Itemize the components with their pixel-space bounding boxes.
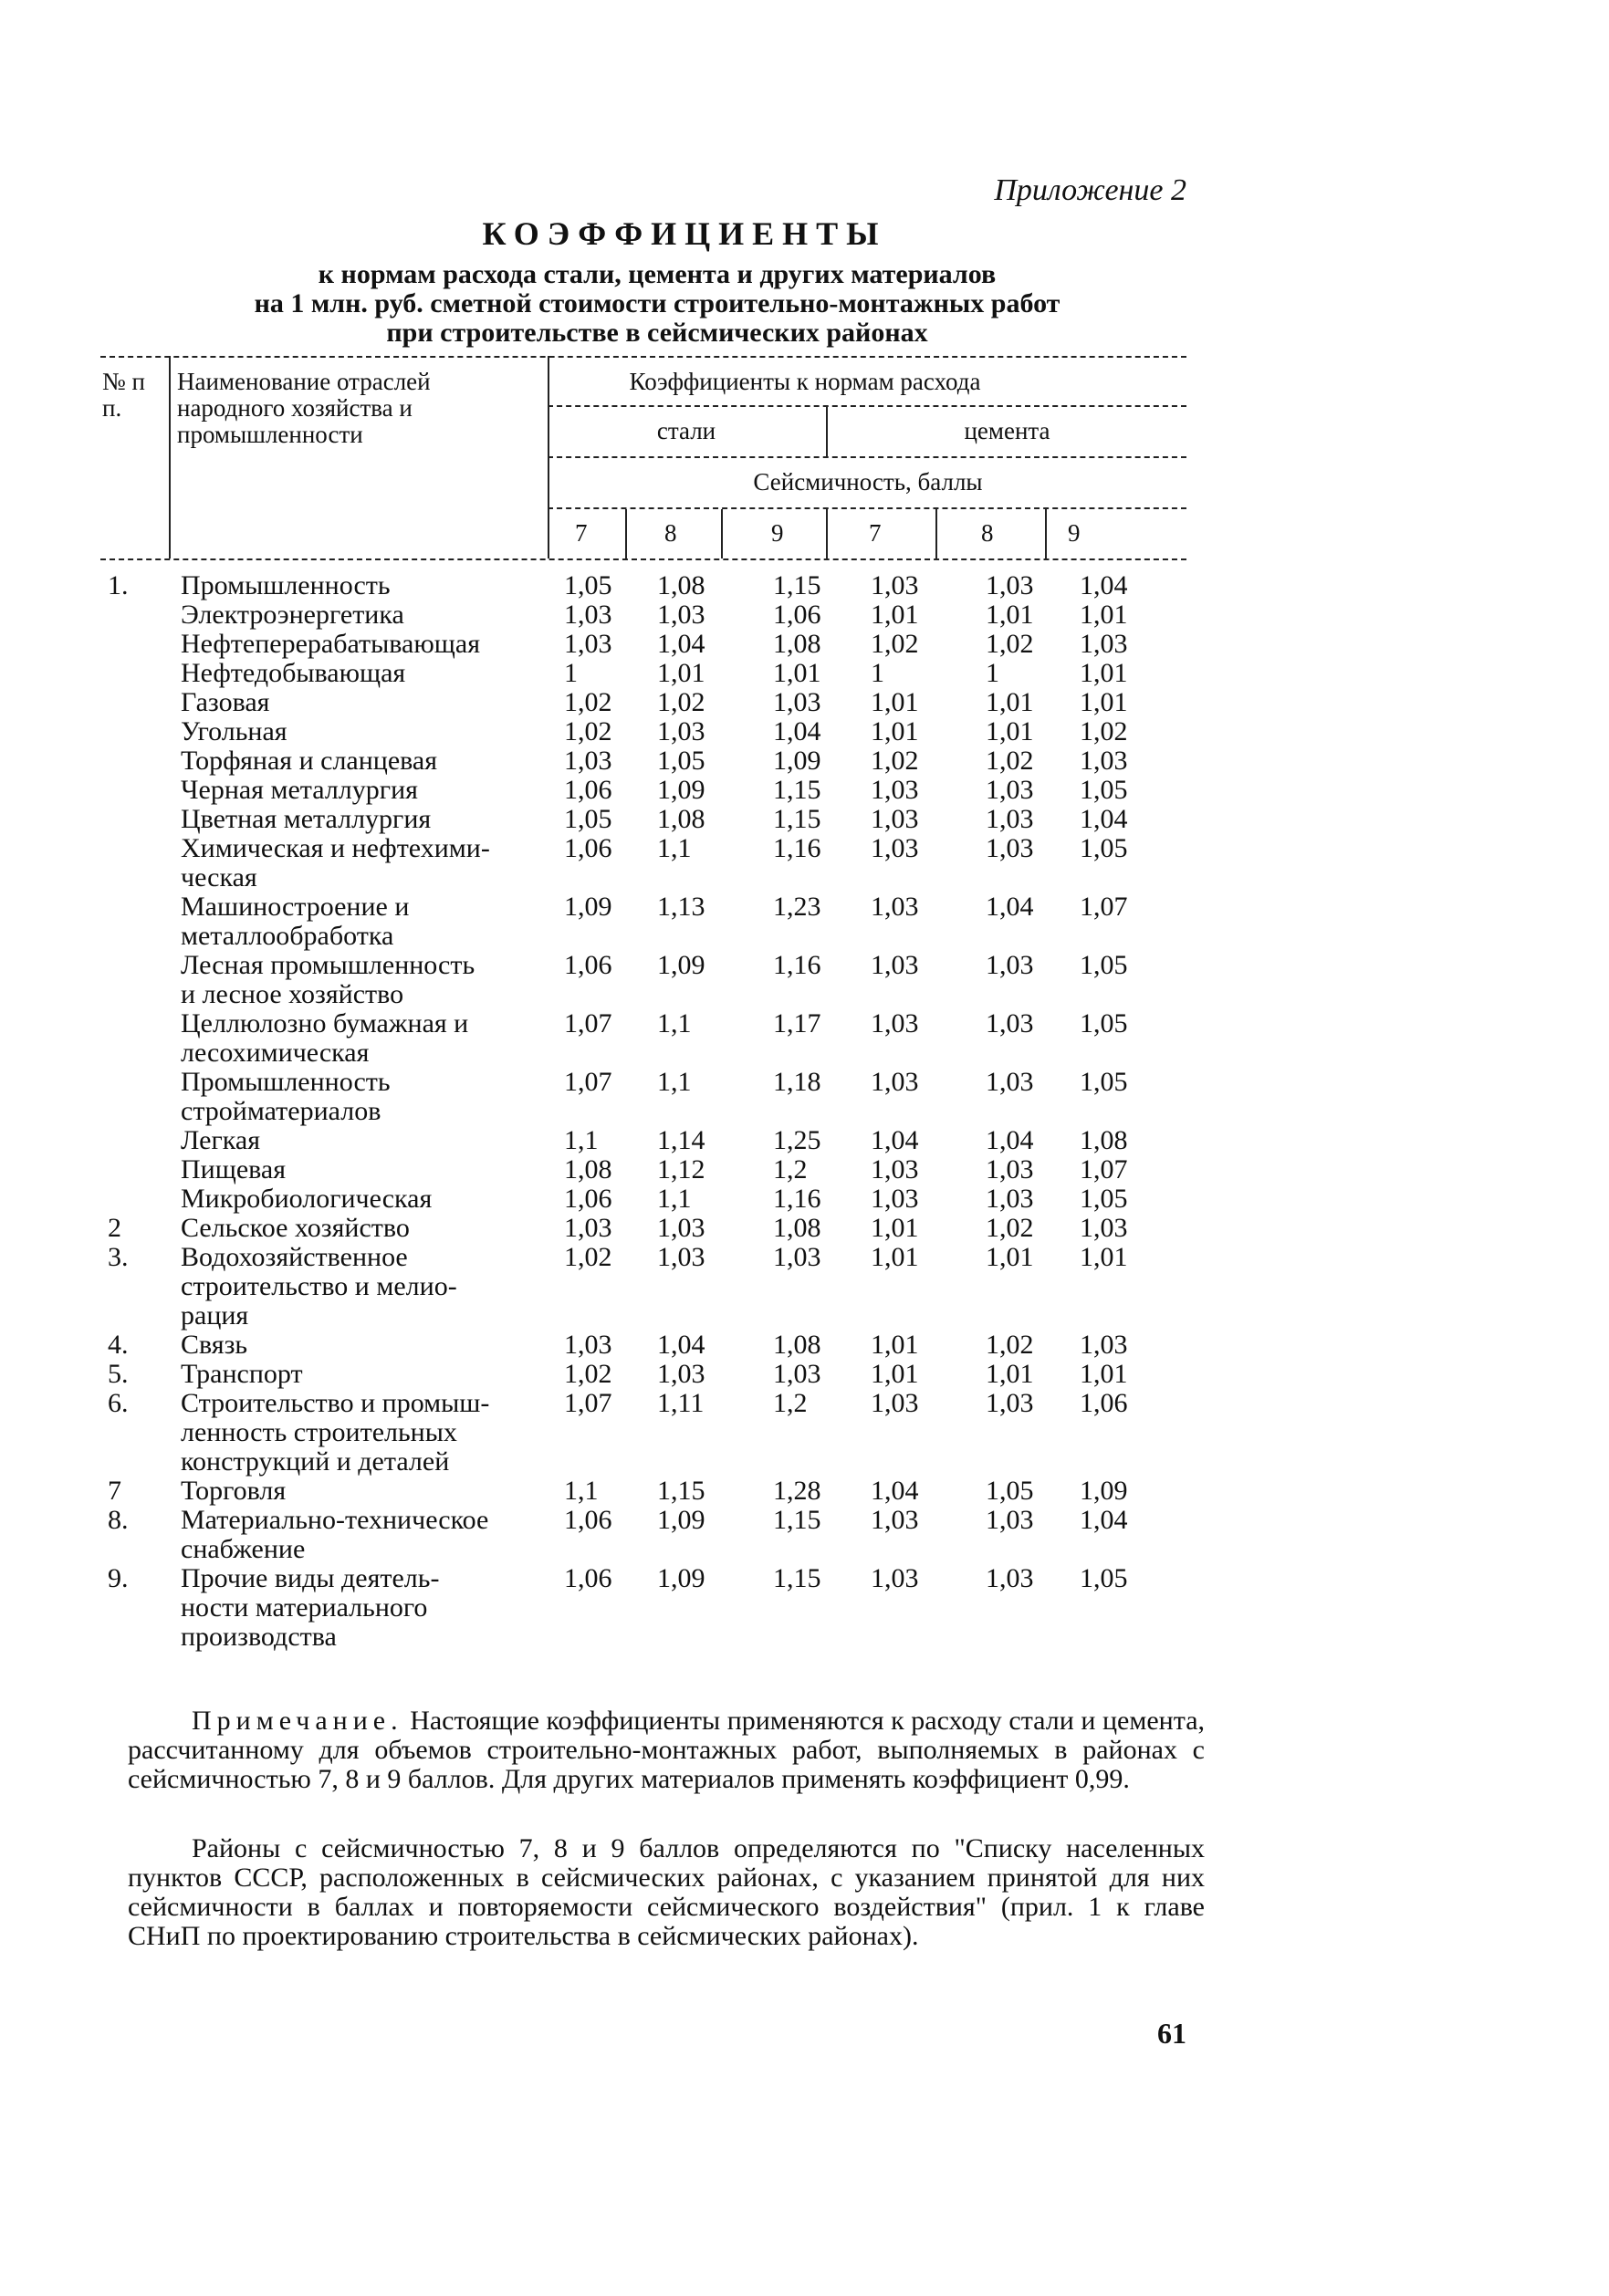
header-rule-1 (548, 405, 1186, 407)
cell-steel-9: 1,16 (773, 1184, 821, 1214)
cell-steel-9: 1,08 (773, 1213, 821, 1243)
note-paragraph-2: Районы с сейсмичностью 7, 8 и 9 баллов определяются по "Списку населенных пунктов СССР, расположенных в сейсмических районах, с указанием принятой для них сейсмичности в баллах и повторяемости сейсмического воздействия" (прил. 1 к главе СНиП по проектированию строительства в сейсмических районах). (128, 1833, 1205, 1951)
cell-cement-8: 1,04 (986, 892, 1034, 922)
cell-cement-7: 1,03 (871, 1067, 919, 1097)
cell-cement-8: 1,03 (986, 1184, 1034, 1214)
cell-steel-9: 1,15 (773, 804, 821, 834)
row-num: 1. (108, 570, 129, 600)
cell-cement-7: 1,01 (871, 687, 919, 717)
cell-cement-9: 1,05 (1080, 1008, 1128, 1038)
cell-cement-9: 1,01 (1080, 687, 1128, 717)
row-name: Сельское хозяйство (181, 1213, 410, 1243)
cell-steel-9: 1,2 (773, 1154, 808, 1185)
cell-steel-7: 1,06 (564, 1505, 612, 1535)
cell-cement-9: 1,04 (1080, 1505, 1128, 1535)
cell-steel-7: 1,02 (564, 716, 612, 746)
cell-steel-7: 1,06 (564, 1563, 612, 1593)
cell-cement-7: 1,03 (871, 833, 919, 863)
cell-cement-9: 1,03 (1080, 1213, 1128, 1243)
cell-cement-8: 1,02 (986, 629, 1034, 659)
cell-cement-7: 1,03 (871, 1388, 919, 1418)
row-name: Промышленность (181, 570, 391, 600)
subtitle (146, 260, 1168, 348)
cell-steel-9: 1,03 (773, 1359, 821, 1389)
cell-cement-8: 1,05 (986, 1476, 1034, 1506)
cell-steel-7: 1,1 (564, 1125, 599, 1155)
cell-cement-8: 1,03 (986, 804, 1034, 834)
cell-cement-7: 1,01 (871, 1213, 919, 1243)
grade-divider-1 (625, 509, 627, 558)
cell-steel-8: 1,09 (657, 1505, 705, 1535)
cell-steel-7: 1,05 (564, 804, 612, 834)
row-name: Нефтедобывающая (181, 658, 406, 688)
cell-steel-8: 1,03 (657, 1359, 705, 1389)
cell-steel-8: 1,01 (657, 658, 705, 688)
cell-cement-7: 1,02 (871, 629, 919, 659)
cell-steel-8: 1,05 (657, 746, 705, 776)
cell-cement-8: 1,03 (986, 833, 1034, 863)
row-num: 4. (108, 1330, 129, 1360)
cell-steel-7: 1 (564, 658, 578, 688)
cell-cement-9: 1,05 (1080, 950, 1128, 980)
cell-steel-9: 1,04 (773, 716, 821, 746)
row-name: Связь (181, 1330, 248, 1360)
cell-steel-7: 1,02 (564, 1359, 612, 1389)
row-name: Строительство и промыш- ленность строительных конструкций и деталей (181, 1388, 490, 1477)
subtitle-line-1: к нормам расхода стали, цемента и других материалов (318, 259, 997, 289)
grade-divider-4 (935, 509, 937, 558)
cell-cement-8: 1,01 (986, 600, 1034, 630)
cell-steel-7: 1,07 (564, 1067, 612, 1097)
cell-steel-8: 1,04 (657, 629, 705, 659)
row-name: Нефтеперерабатывающая (181, 629, 480, 659)
cell-cement-7: 1,01 (871, 716, 919, 746)
cell-cement-7: 1,04 (871, 1476, 919, 1506)
cell-cement-7: 1,03 (871, 1563, 919, 1593)
cell-cement-7: 1 (871, 658, 884, 688)
cell-steel-7: 1,1 (564, 1476, 599, 1506)
cell-steel-7: 1,08 (564, 1154, 612, 1185)
note-paragraph-1 (128, 1706, 1205, 1794)
row-name: Водохозяйственное строительство и мелио- рация (181, 1242, 457, 1331)
cell-cement-9: 1,05 (1080, 1184, 1128, 1214)
cell-cement-9: 1,08 (1080, 1125, 1128, 1155)
row-name: Транспорт (181, 1359, 303, 1389)
cell-cement-8: 1,03 (986, 950, 1034, 980)
cell-steel-9: 1,15 (773, 775, 821, 805)
row-name: Газовая (181, 687, 270, 717)
cell-steel-9: 1,08 (773, 629, 821, 659)
cell-cement-8: 1,03 (986, 1067, 1034, 1097)
row-name: Угольная (181, 716, 287, 746)
cell-steel-9: 1,18 (773, 1067, 821, 1097)
cell-steel-8: 1,09 (657, 1563, 705, 1593)
cell-steel-7: 1,02 (564, 1242, 612, 1272)
cell-cement-9: 1,05 (1080, 833, 1128, 863)
cell-steel-9: 1,06 (773, 600, 821, 630)
cell-cement-8: 1,03 (986, 1008, 1034, 1038)
cell-steel-9: 1,15 (773, 1505, 821, 1535)
cell-cement-8: 1,03 (986, 1563, 1034, 1593)
cell-cement-7: 1,03 (871, 1008, 919, 1038)
row-name: Машиностроение и металлообработка (181, 892, 410, 951)
cell-steel-9: 1,17 (773, 1008, 821, 1038)
grade-cement-9: 9 (1068, 519, 1081, 547)
cell-cement-7: 1,03 (871, 570, 919, 600)
cell-cement-8: 1,01 (986, 687, 1034, 717)
col-header-name: Наименование отраслей народного хозяйства и промышленности (177, 368, 431, 448)
row-name: Торговля (181, 1476, 287, 1506)
row-name: Материально-техническое снабжение (181, 1505, 489, 1564)
cell-steel-7: 1,03 (564, 629, 612, 659)
grade-cement-8: 8 (981, 519, 994, 547)
subtitle-line-2: на 1 млн. руб. сметной стоимости строительно-монтажных работ (254, 288, 1060, 318)
cell-steel-8: 1,12 (657, 1154, 705, 1185)
cell-cement-8: 1,03 (986, 1154, 1034, 1185)
header-rule-3 (548, 507, 1186, 509)
cell-cement-9: 1,03 (1080, 629, 1128, 659)
grade-steel-8: 8 (664, 519, 677, 547)
row-name: Целлюлозно бумажная и лесохимическая (181, 1008, 469, 1068)
cell-cement-7: 1,03 (871, 892, 919, 922)
header-bottom-rule (100, 558, 1186, 560)
cell-steel-8: 1,1 (657, 1008, 692, 1038)
cell-cement-8: 1,03 (986, 570, 1034, 600)
grade-steel-7: 7 (575, 519, 588, 547)
grade-divider-3 (826, 509, 828, 558)
cell-steel-8: 1,09 (657, 950, 705, 980)
cell-cement-9: 1,05 (1080, 775, 1128, 805)
cell-cement-9: 1,03 (1080, 1330, 1128, 1360)
row-num: 6. (108, 1388, 129, 1418)
cell-cement-9: 1,01 (1080, 1359, 1128, 1389)
row-name: Легкая (181, 1125, 260, 1155)
page-number: 61 (1157, 2017, 1186, 2050)
subtitle-line-3: при строительстве в сейсмических районах (386, 318, 928, 348)
cell-cement-9: 1,09 (1080, 1476, 1128, 1506)
cell-steel-8: 1,13 (657, 892, 705, 922)
cell-cement-8: 1,01 (986, 1359, 1034, 1389)
cell-cement-7: 1,03 (871, 1505, 919, 1535)
cell-cement-8: 1,03 (986, 775, 1034, 805)
row-name: Пищевая (181, 1154, 287, 1185)
cell-cement-7: 1,01 (871, 1330, 919, 1360)
cell-steel-7: 1,07 (564, 1008, 612, 1038)
cell-steel-8: 1,1 (657, 1184, 692, 1214)
col-header-coef: Коэффициенты к нормам расхода (629, 368, 981, 395)
cell-steel-7: 1,06 (564, 775, 612, 805)
cell-steel-7: 1,03 (564, 1330, 612, 1360)
cell-steel-7: 1,03 (564, 746, 612, 776)
cell-steel-9: 1,28 (773, 1476, 821, 1506)
col-header-num: № п п. (102, 368, 145, 422)
row-num: 2 (108, 1213, 121, 1243)
cell-cement-9: 1,05 (1080, 1067, 1128, 1097)
row-name: Химическая и нефтехими- ческая (181, 833, 490, 892)
cell-steel-8: 1,1 (657, 1067, 692, 1097)
cell-steel-9: 1,03 (773, 1242, 821, 1272)
note-text-1: Настоящие коэффициенты применяются к расходу стали и цемента, рассчитанному для объемов строительно-монтажных работ, выполняемых в районах с сейсмичностью 7, 8 и 9 баллов. Для других материалов применять коэффициент 0,99. (128, 1706, 1206, 1794)
cell-cement-8: 1,02 (986, 746, 1034, 776)
cell-cement-7: 1,03 (871, 804, 919, 834)
cell-steel-7: 1,06 (564, 833, 612, 863)
grade-divider-5 (1045, 509, 1047, 558)
cell-cement-9: 1,04 (1080, 804, 1128, 834)
cell-steel-8: 1,09 (657, 775, 705, 805)
cell-cement-7: 1,03 (871, 950, 919, 980)
cell-steel-8: 1,15 (657, 1476, 705, 1506)
cell-cement-8: 1,02 (986, 1330, 1034, 1360)
cell-steel-9: 1,09 (773, 746, 821, 776)
cell-cement-8: 1,04 (986, 1125, 1034, 1155)
grade-divider-2 (721, 509, 723, 558)
cell-steel-8: 1,03 (657, 1213, 705, 1243)
cell-cement-8: 1 (986, 658, 999, 688)
grade-cement-7: 7 (869, 519, 882, 547)
row-name: Лесная промышленность и лесное хозяйство (181, 950, 475, 1009)
cell-steel-9: 1,15 (773, 1563, 821, 1593)
appendix-label: Приложение 2 (994, 173, 1186, 207)
row-num: 9. (108, 1563, 129, 1593)
cell-cement-7: 1,04 (871, 1125, 919, 1155)
cell-steel-7: 1,03 (564, 600, 612, 630)
cell-steel-9: 1,16 (773, 950, 821, 980)
row-num: 5. (108, 1359, 129, 1389)
col-header-cement: цемента (964, 417, 1050, 444)
cell-cement-7: 1,01 (871, 1242, 919, 1272)
cell-cement-8: 1,02 (986, 1213, 1034, 1243)
cell-steel-8: 1,1 (657, 833, 692, 863)
cell-steel-8: 1,04 (657, 1330, 705, 1360)
cell-steel-7: 1,02 (564, 687, 612, 717)
cell-steel-8: 1,14 (657, 1125, 705, 1155)
cell-steel-8: 1,08 (657, 570, 705, 600)
cell-cement-8: 1,01 (986, 716, 1034, 746)
cell-steel-9: 1,03 (773, 687, 821, 717)
cell-cement-7: 1,03 (871, 1184, 919, 1214)
cell-cement-7: 1,01 (871, 600, 919, 630)
row-num: 8. (108, 1505, 129, 1535)
row-name: Цветная металлургия (181, 804, 432, 834)
cell-steel-9: 1,08 (773, 1330, 821, 1360)
cell-steel-9: 1,15 (773, 570, 821, 600)
row-name: Черная металлургия (181, 775, 418, 805)
cell-cement-9: 1,01 (1080, 658, 1128, 688)
header-rule-2 (548, 456, 1186, 458)
cell-cement-9: 1,06 (1080, 1388, 1128, 1418)
cell-steel-9: 1,25 (773, 1125, 821, 1155)
page-title: КОЭФФИЦИЕНТЫ (482, 215, 887, 252)
row-num: 3. (108, 1242, 129, 1272)
cell-steel-8: 1,03 (657, 1242, 705, 1272)
cell-steel-7: 1,06 (564, 950, 612, 980)
row-name: Торфяная и сланцевая (181, 746, 438, 776)
cell-steel-9: 1,01 (773, 658, 821, 688)
grade-steel-9: 9 (771, 519, 784, 547)
cell-steel-7: 1,05 (564, 570, 612, 600)
cell-steel-7: 1,06 (564, 1184, 612, 1214)
row-name: Промышленность стройматериалов (181, 1067, 391, 1126)
cell-cement-9: 1,05 (1080, 1563, 1128, 1593)
cell-steel-7: 1,07 (564, 1388, 612, 1418)
coefficients-table (100, 356, 1186, 1706)
cell-cement-9: 1,03 (1080, 746, 1128, 776)
cell-steel-8: 1,11 (657, 1388, 705, 1418)
cell-steel-9: 1,2 (773, 1388, 808, 1418)
cell-cement-7: 1,03 (871, 1154, 919, 1185)
cell-steel-9: 1,23 (773, 892, 821, 922)
row-name: Электроэнергетика (181, 600, 404, 630)
cell-cement-9: 1,07 (1080, 892, 1128, 922)
row-num: 7 (108, 1476, 121, 1506)
row-name: Микробиологическая (181, 1184, 433, 1214)
cell-steel-7: 1,03 (564, 1213, 612, 1243)
cell-steel-8: 1,03 (657, 600, 705, 630)
col-divider-num (169, 356, 171, 558)
cell-cement-9: 1,02 (1080, 716, 1128, 746)
cell-cement-8: 1,01 (986, 1242, 1034, 1272)
cell-cement-9: 1,04 (1080, 570, 1128, 600)
cell-steel-7: 1,09 (564, 892, 612, 922)
note-label: Примечание. (192, 1706, 403, 1736)
row-name: Прочие виды деятель- ности материального производства (181, 1563, 440, 1652)
cell-cement-8: 1,03 (986, 1388, 1034, 1418)
col-header-steel: стали (656, 417, 716, 444)
cell-cement-8: 1,03 (986, 1505, 1034, 1535)
cell-cement-7: 1,01 (871, 1359, 919, 1389)
cell-cement-9: 1,01 (1080, 1242, 1128, 1272)
cell-steel-8: 1,02 (657, 687, 705, 717)
cell-cement-9: 1,07 (1080, 1154, 1128, 1185)
cell-cement-7: 1,03 (871, 775, 919, 805)
col-header-seismic: Сейсмичность, баллы (753, 468, 983, 496)
cell-steel-9: 1,16 (773, 833, 821, 863)
cell-cement-9: 1,01 (1080, 600, 1128, 630)
cell-cement-7: 1,02 (871, 746, 919, 776)
cell-steel-8: 1,08 (657, 804, 705, 834)
table-top-rule (100, 356, 1186, 358)
cell-steel-8: 1,03 (657, 716, 705, 746)
